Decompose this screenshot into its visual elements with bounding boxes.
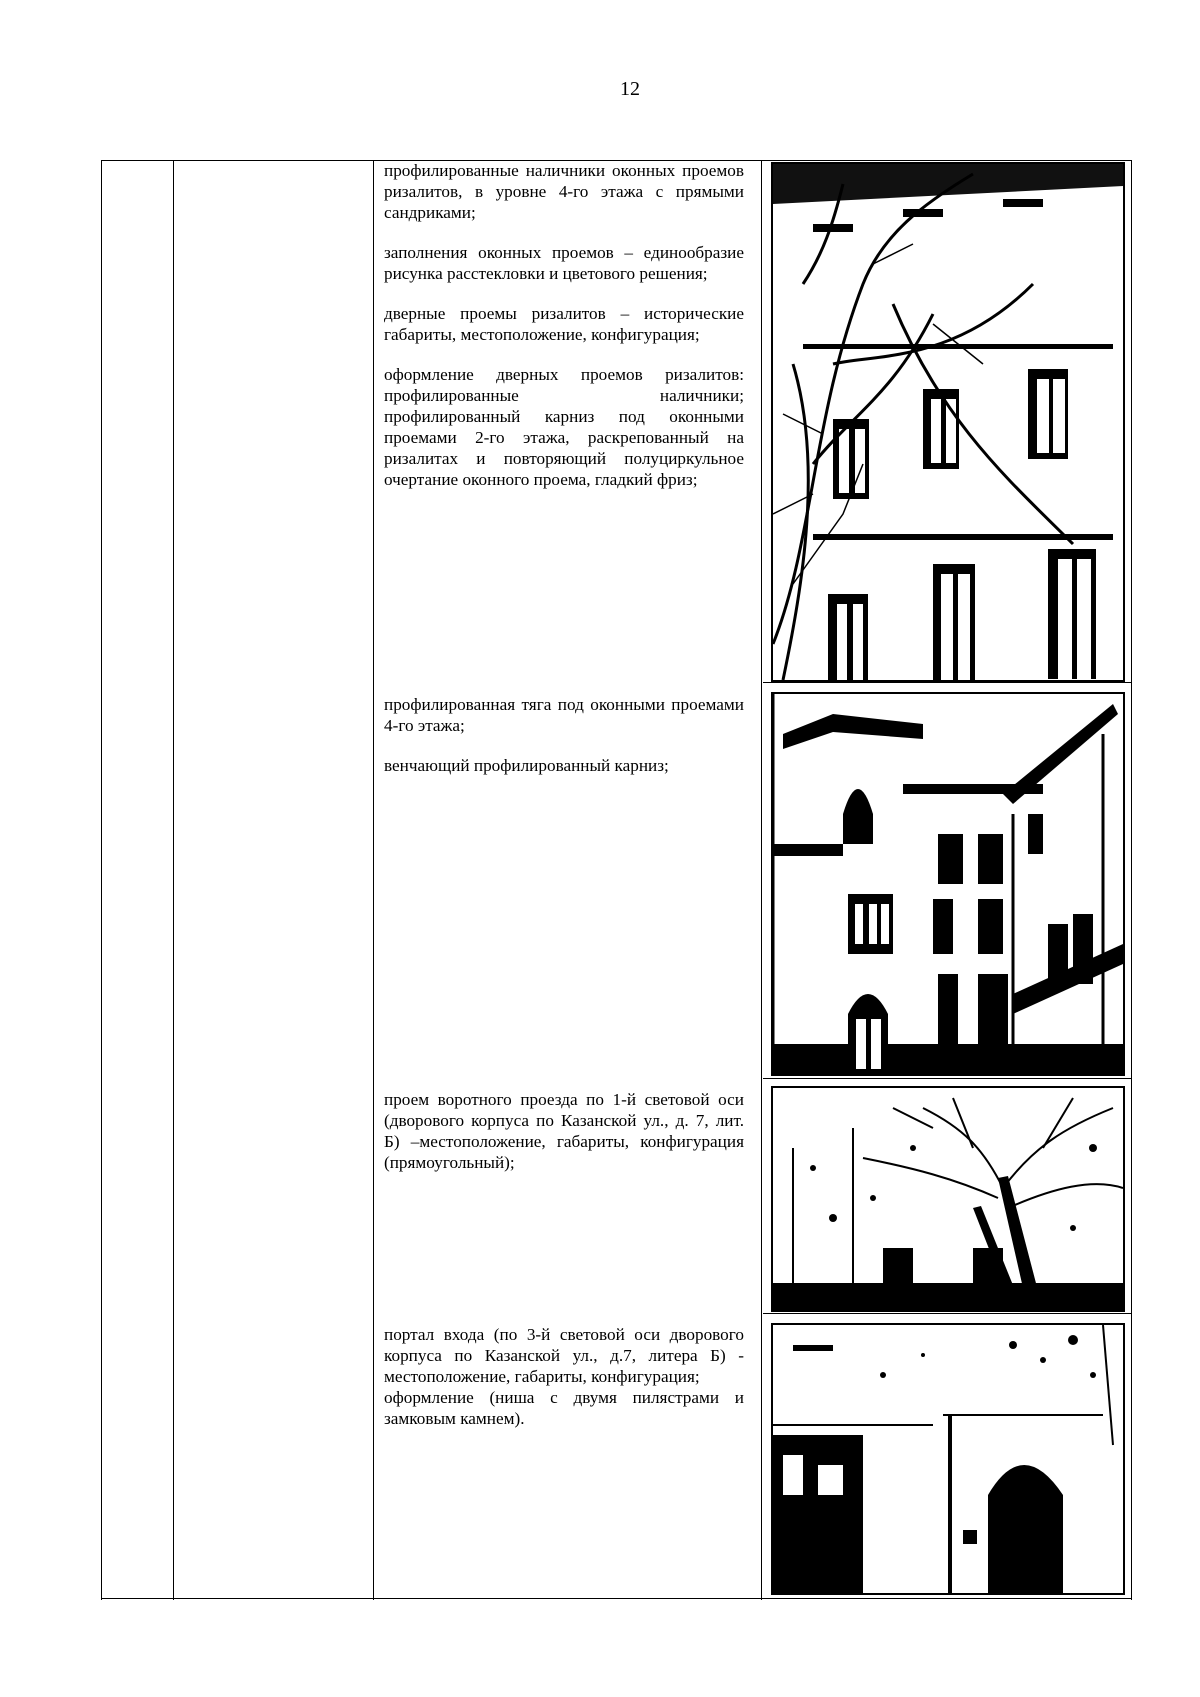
row-4-paragraph-1: портал входа (по 3-й световой оси дворового корпуса по Казанской ул., д.7, литера Б) - местоположение, габариты, конфигурация; <box>384 1325 744 1386</box>
building-facade-photo <box>771 162 1125 682</box>
row-1-paragraph-3: дверные проемы ризалитов – исторические габариты, местоположение, конфигурация; <box>384 304 744 344</box>
courtyard-buildings-photo <box>771 692 1125 1076</box>
document-table <box>101 160 1131 1600</box>
row-3-text <box>384 1089 744 1192</box>
page-number: 12 <box>620 78 640 100</box>
row-2-paragraph-1: профилированная тяга под оконными проемами 4-го этажа; <box>384 695 744 735</box>
row-1-text <box>384 160 744 509</box>
row-1-paragraph-2: заполнения оконных проемов – единообразие рисунка расстекловки и цветового решения; <box>384 243 744 283</box>
row-1-paragraph-1: профилированные наличники оконных проемов ризалитов, в уровне 4-го этажа с прямыми сандриками; <box>384 161 744 222</box>
entrance-portal-photo <box>771 1323 1125 1595</box>
gateway-with-tree-photo <box>771 1086 1125 1312</box>
row-2-text <box>384 694 744 795</box>
row-1-paragraph-4: оформление дверных проемов ризалитов: профилированные наличники; профилированный карниз под оконными проемами 2-го этажа, раскрепованный на ризалитах и повторяющий полуциркульное очертание оконного проема, гладкий фриз; <box>384 365 744 489</box>
row-4-paragraph-2: оформление (ниша с двумя пилястрами и замковым камнем). <box>384 1388 744 1428</box>
row-3-paragraph-1: проем воротного проезда по 1-й световой оси (дворового корпуса по Казанской ул., д. 7, лит. Б) –местоположение, габариты, конфигурация (прямоугольный); <box>384 1090 744 1172</box>
row-2-paragraph-2: венчающий профилированный карниз; <box>384 756 669 775</box>
row-4-text <box>384 1324 744 1448</box>
